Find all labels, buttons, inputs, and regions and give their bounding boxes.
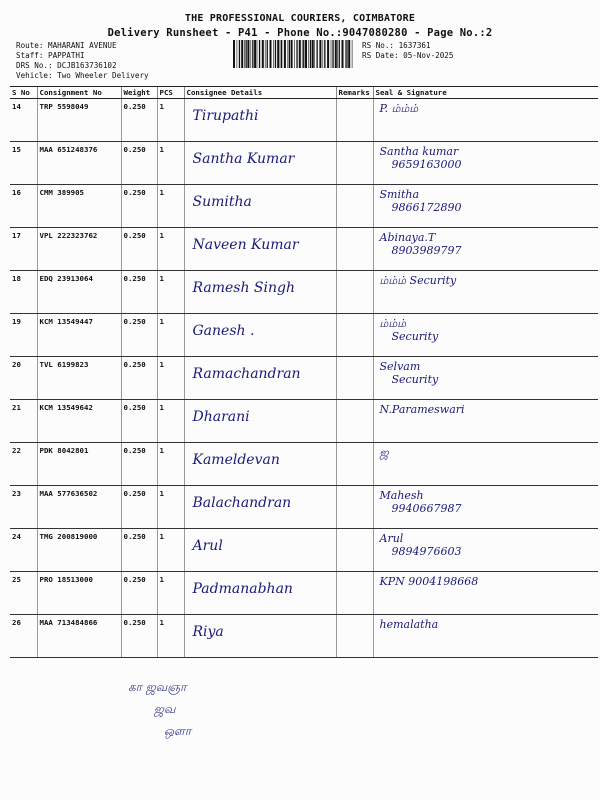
cell-consignee	[184, 185, 336, 228]
signature-handwriting	[380, 532, 597, 558]
cell-signature	[373, 314, 598, 357]
signature-line-1: Smitha	[379, 188, 420, 201]
signature-line-1: KPN 9004198668	[379, 575, 479, 588]
cell-remarks	[336, 228, 373, 271]
cell-sno: 14	[10, 99, 37, 142]
cell-weight: 0.250	[121, 185, 157, 228]
cell-consignee	[184, 99, 336, 142]
cell-pcs: 1	[157, 185, 184, 228]
table-row	[10, 615, 598, 658]
consignee-handwriting: Riya	[192, 624, 224, 640]
cell-pcs: 1	[157, 615, 184, 658]
signature-handwriting	[380, 231, 597, 257]
table-header-row	[10, 87, 598, 99]
staff-label: Staff: PAPPATHI	[16, 51, 85, 60]
cell-weight: 0.250	[121, 486, 157, 529]
signature-handwriting	[380, 446, 597, 459]
table-row	[10, 228, 598, 271]
col-consignee: Consignee Details	[184, 87, 336, 99]
cell-pcs: 1	[157, 529, 184, 572]
col-sno: S No	[10, 87, 37, 99]
cell-remarks	[336, 529, 373, 572]
cell-consignment: EDQ 23913064	[37, 271, 121, 314]
consignee-handwriting: Sumitha	[192, 194, 252, 210]
signature-handwriting	[380, 360, 597, 386]
cell-remarks	[336, 486, 373, 529]
cell-weight: 0.250	[121, 357, 157, 400]
consignee-handwriting: Tirupathi	[192, 108, 259, 124]
table-row	[10, 486, 598, 529]
cell-remarks	[336, 400, 373, 443]
consignee-handwriting: Dharani	[192, 409, 250, 425]
rs-number: RS No.: 1637361	[362, 41, 431, 50]
cell-remarks	[336, 185, 373, 228]
cell-signature	[373, 486, 598, 529]
cell-consignee	[184, 142, 336, 185]
route-label: Route: MAHARANI AVENUE	[16, 41, 117, 50]
scrawl-line-1: கா ஜவஞா	[128, 680, 187, 694]
signature-line-2: 9659163000	[391, 158, 462, 171]
col-seal-signature: Seal & Signature	[373, 87, 598, 99]
table-row	[10, 99, 598, 142]
cell-pcs: 1	[157, 572, 184, 615]
col-remarks: Remarks	[336, 87, 373, 99]
signature-handwriting	[380, 274, 597, 287]
cell-pcs: 1	[157, 486, 184, 529]
scrawl-line-2: ஜவ	[154, 702, 176, 716]
table-row	[10, 185, 598, 228]
cell-consignment: PRO 18513000	[37, 572, 121, 615]
cell-consignment: TVL 6199823	[37, 357, 121, 400]
signature-handwriting	[380, 489, 597, 515]
cell-pcs: 1	[157, 443, 184, 486]
handwritten-footer-note	[128, 680, 278, 750]
cell-signature	[373, 185, 598, 228]
cell-sno: 18	[10, 271, 37, 314]
cell-consignee	[184, 572, 336, 615]
signature-line-1: ம்ம்ம்	[379, 317, 407, 330]
table-row	[10, 142, 598, 185]
signature-handwriting	[380, 575, 597, 588]
consignee-handwriting: Naveen Kumar	[192, 237, 299, 253]
cell-remarks	[336, 271, 373, 314]
cell-remarks	[336, 357, 373, 400]
signature-line-1: hemalatha	[379, 618, 439, 631]
cell-consignment: VPL 222323762	[37, 228, 121, 271]
cell-signature	[373, 99, 598, 142]
col-consignment: Consignment No	[37, 87, 121, 99]
signature-line-2: Security	[391, 330, 439, 343]
cell-sno: 22	[10, 443, 37, 486]
cell-consignee	[184, 271, 336, 314]
consignee-handwriting: Santha Kumar	[192, 151, 295, 167]
col-weight: Weight	[121, 87, 157, 99]
signature-handwriting	[380, 403, 597, 416]
signature-handwriting	[380, 188, 597, 214]
cell-remarks	[336, 615, 373, 658]
signature-line-1: Mahesh	[379, 489, 424, 502]
cell-consignment: MAA 651248376	[37, 142, 121, 185]
consignee-handwriting: Ganesh .	[192, 323, 255, 339]
vehicle-label: Vehicle: Two Wheeler Delivery	[16, 71, 149, 80]
runsheet-table	[10, 86, 598, 658]
cell-consignment: TRP 5598049	[37, 99, 121, 142]
consignee-handwriting: Kameldevan	[192, 452, 280, 468]
company-title: THE PROFESSIONAL COURIERS, COIMBATORE	[184, 13, 416, 24]
cell-consignee	[184, 443, 336, 486]
cell-remarks	[336, 443, 373, 486]
signature-line-1: Selvam	[379, 360, 421, 373]
signature-line-2: 9940667987	[391, 502, 462, 515]
cell-weight: 0.250	[121, 400, 157, 443]
signature-line-1: Abinaya.T	[379, 231, 436, 244]
cell-remarks	[336, 142, 373, 185]
table-row	[10, 314, 598, 357]
consignee-handwriting: Ramachandran	[192, 366, 301, 382]
cell-consignee	[184, 314, 336, 357]
cell-consignee	[184, 615, 336, 658]
drs-number: DRS No.: DCJB163736102	[16, 61, 117, 70]
cell-remarks	[336, 99, 373, 142]
table-row	[10, 357, 598, 400]
cell-sno: 25	[10, 572, 37, 615]
cell-sno: 23	[10, 486, 37, 529]
table-row	[10, 443, 598, 486]
cell-sno: 17	[10, 228, 37, 271]
cell-weight: 0.250	[121, 529, 157, 572]
barcode-image	[232, 40, 356, 68]
cell-weight: 0.250	[121, 271, 157, 314]
cell-pcs: 1	[157, 99, 184, 142]
cell-consignee	[184, 529, 336, 572]
cell-signature	[373, 228, 598, 271]
cell-weight: 0.250	[121, 443, 157, 486]
signature-line-2: 8903989797	[391, 244, 462, 257]
cell-pcs: 1	[157, 271, 184, 314]
cell-consignee	[184, 228, 336, 271]
table-row	[10, 400, 598, 443]
cell-pcs: 1	[157, 142, 184, 185]
signature-handwriting	[380, 317, 597, 343]
runsheet-subtitle: Delivery Runsheet - P41 - Phone No.:9047080280 - Page No.:2	[107, 27, 493, 39]
signature-line-2: 9894976603	[391, 545, 462, 558]
consignee-handwriting: Arul	[192, 538, 223, 554]
table-row	[10, 572, 598, 615]
cell-pcs: 1	[157, 400, 184, 443]
cell-sno: 15	[10, 142, 37, 185]
consignee-handwriting: Balachandran	[192, 495, 292, 511]
cell-weight: 0.250	[121, 99, 157, 142]
cell-signature	[373, 572, 598, 615]
signature-line-1: N.Parameswari	[379, 403, 465, 416]
cell-weight: 0.250	[121, 314, 157, 357]
cell-pcs: 1	[157, 314, 184, 357]
signature-handwriting	[380, 102, 597, 115]
signature-line-2: 9866172890	[391, 201, 462, 214]
cell-weight: 0.250	[121, 228, 157, 271]
consignee-handwriting: Padmanabhan	[192, 581, 293, 597]
cell-consignee	[184, 486, 336, 529]
cell-sno: 24	[10, 529, 37, 572]
cell-sno: 21	[10, 400, 37, 443]
signature-line-1: ஜ	[379, 446, 389, 459]
signature-line-1: Santha kumar	[379, 145, 459, 158]
rs-date: RS Date: 05-Nov-2025	[362, 51, 454, 60]
consignee-handwriting: Ramesh Singh	[192, 280, 295, 296]
cell-consignment: PDK 8042801	[37, 443, 121, 486]
cell-consignee	[184, 357, 336, 400]
cell-pcs: 1	[157, 228, 184, 271]
runsheet-meta-right	[362, 41, 453, 61]
col-pcs: PCS	[157, 87, 184, 99]
cell-signature	[373, 400, 598, 443]
cell-signature	[373, 443, 598, 486]
cell-pcs: 1	[157, 357, 184, 400]
cell-signature	[373, 615, 598, 658]
signature-line-1: P. ம்ம்ம்	[379, 102, 419, 115]
signature-line-1: ம்ம்ம் Security	[379, 274, 457, 287]
cell-consignment: MAA 713484866	[37, 615, 121, 658]
runsheet-meta-left	[16, 41, 149, 81]
signature-handwriting	[380, 145, 597, 171]
cell-sno: 26	[10, 615, 37, 658]
cell-consignment: MAA 577636502	[37, 486, 121, 529]
cell-sno: 16	[10, 185, 37, 228]
cell-remarks	[336, 314, 373, 357]
cell-signature	[373, 529, 598, 572]
cell-weight: 0.250	[121, 615, 157, 658]
cell-signature	[373, 271, 598, 314]
cell-consignee	[184, 400, 336, 443]
table-row	[10, 271, 598, 314]
signature-line-1: Arul	[379, 532, 404, 545]
cell-signature	[373, 357, 598, 400]
cell-weight: 0.250	[121, 572, 157, 615]
cell-signature	[373, 142, 598, 185]
cell-consignment: KCM 13549447	[37, 314, 121, 357]
scrawl-line-3: ஒளா	[164, 724, 192, 738]
table-row	[10, 529, 598, 572]
cell-sno: 20	[10, 357, 37, 400]
cell-consignment: CMM 389905	[37, 185, 121, 228]
cell-sno: 19	[10, 314, 37, 357]
signature-handwriting	[380, 618, 597, 631]
signature-line-2: Security	[391, 373, 439, 386]
cell-consignment: TMG 200819000	[37, 529, 121, 572]
cell-consignment: KCM 13549642	[37, 400, 121, 443]
cell-remarks	[336, 572, 373, 615]
cell-weight: 0.250	[121, 142, 157, 185]
